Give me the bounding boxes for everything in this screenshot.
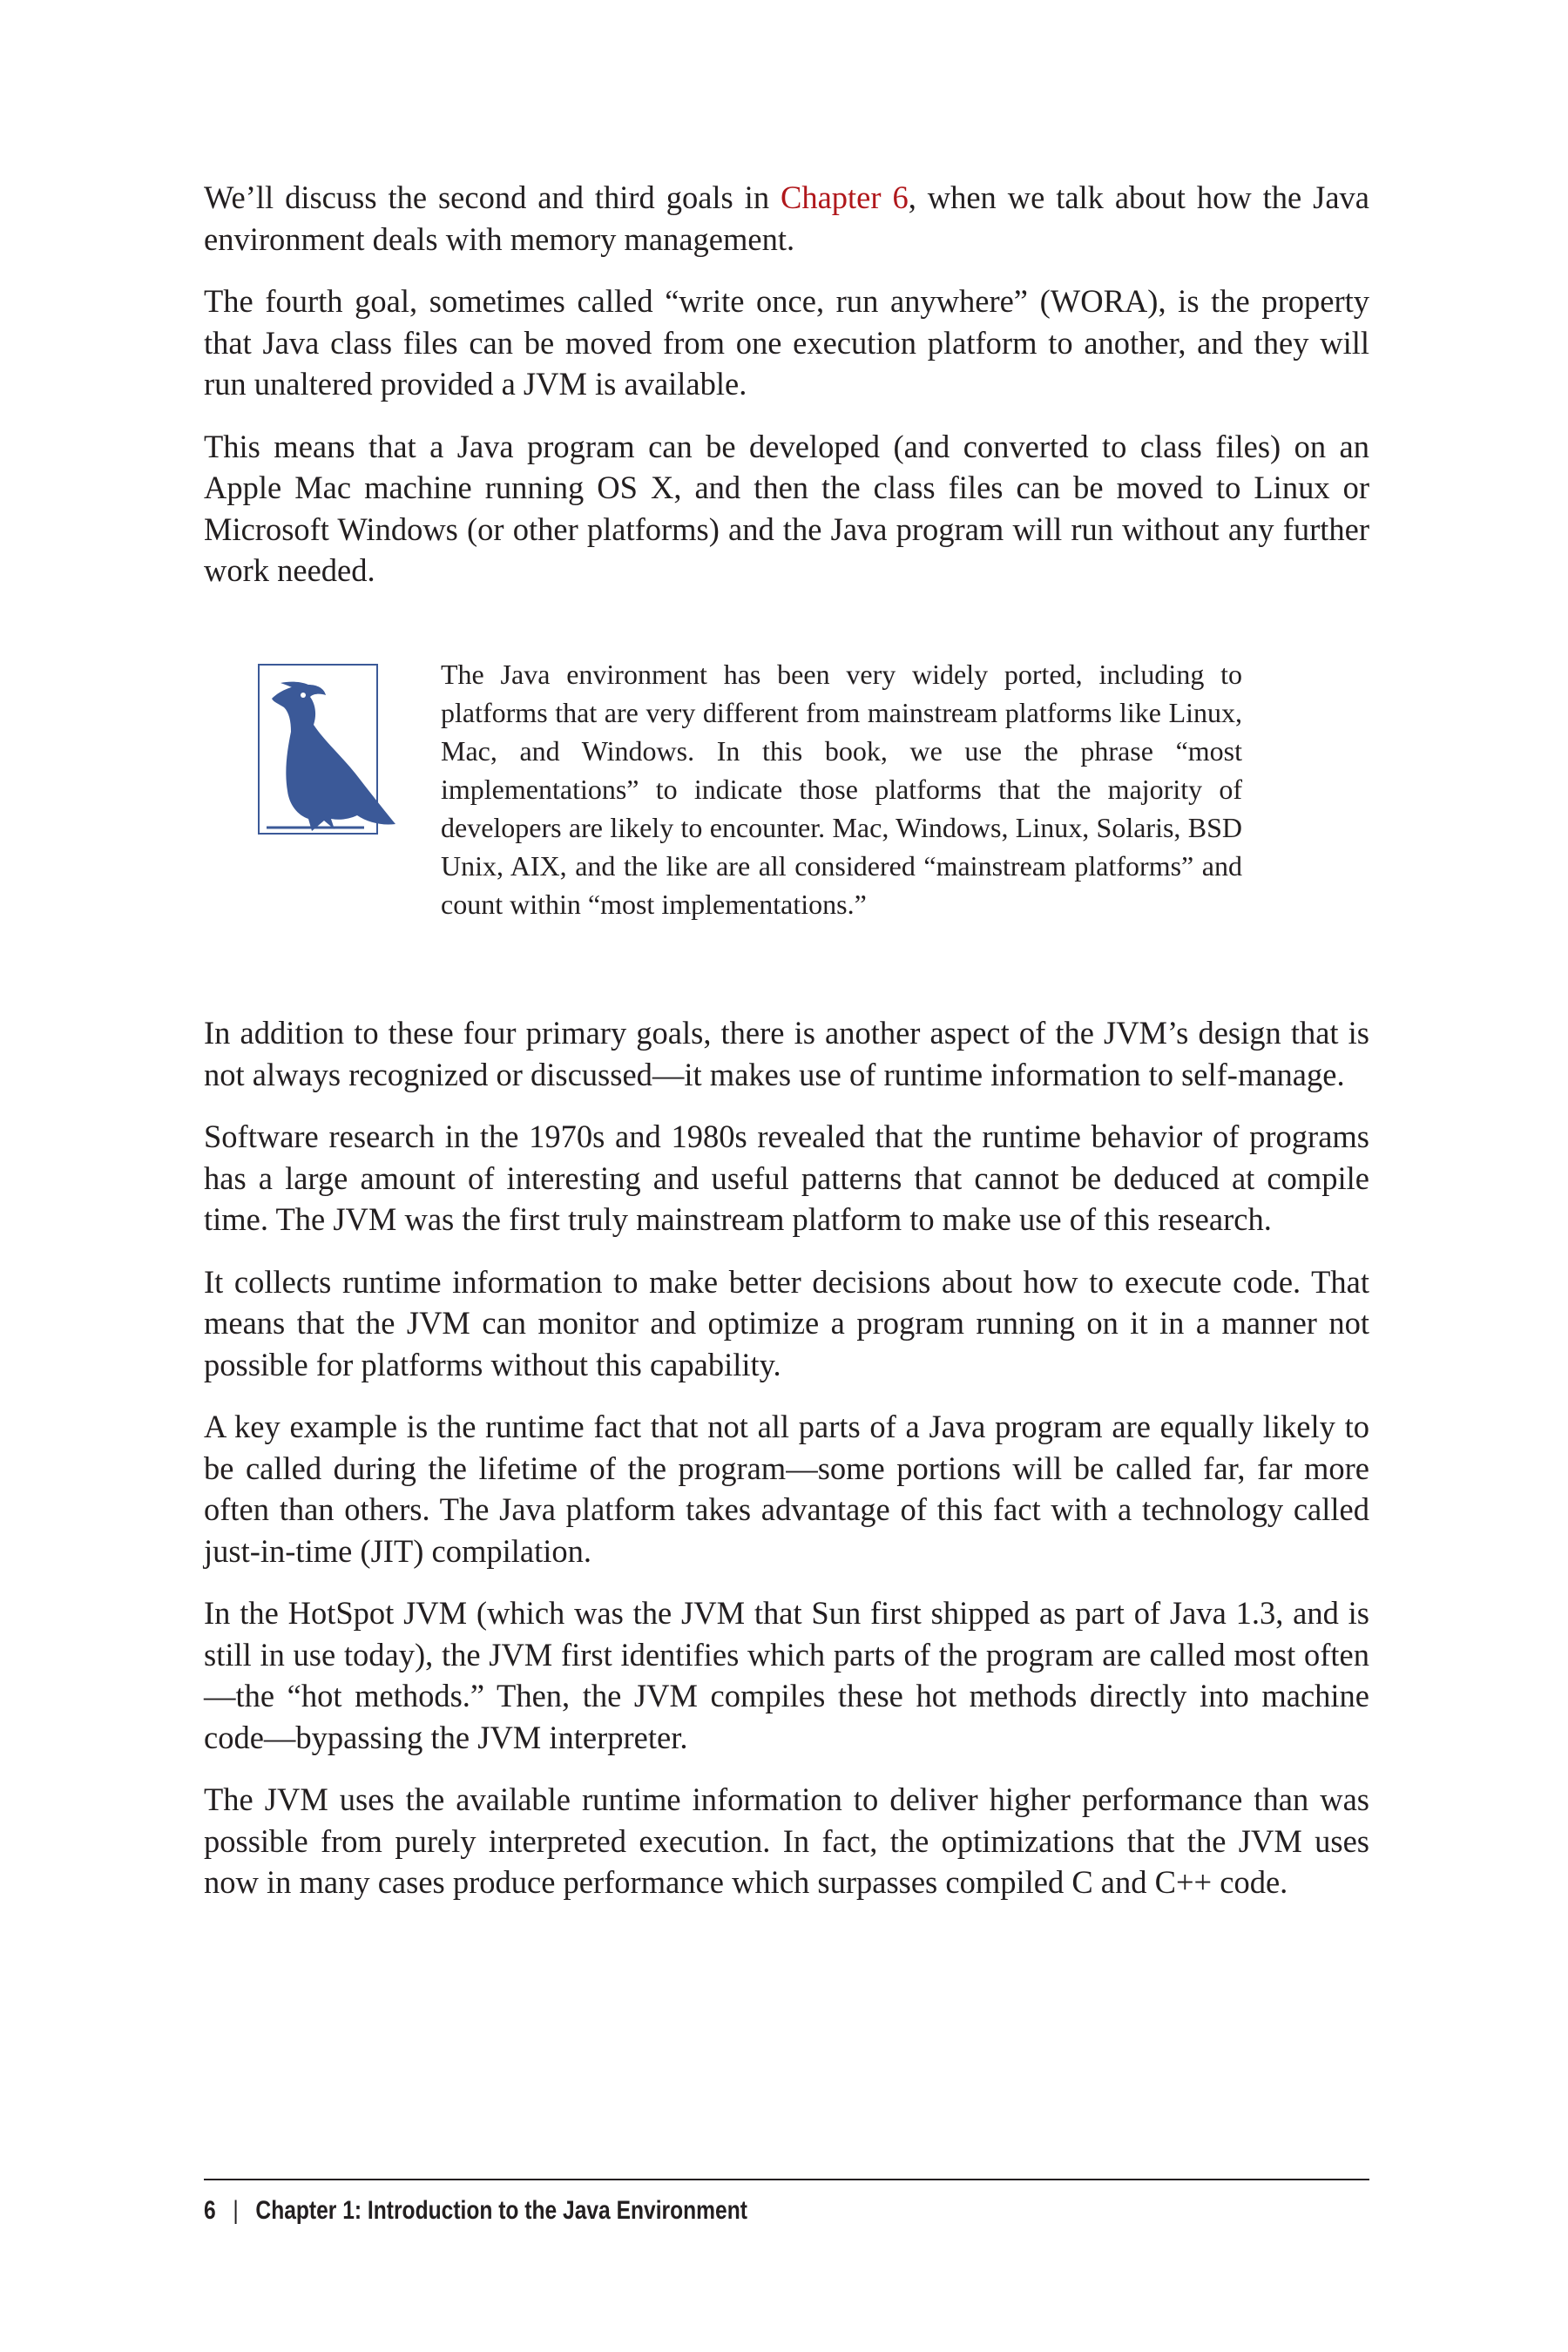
body-text-bottom <box>204 1012 1369 1903</box>
body-text-top <box>204 177 1369 591</box>
paragraph-8: In the HotSpot JVM (which was the JVM that Sun first shipped as part of Java 1.3, and is still in use today), the JVM first identifies which parts of the program are called most often—the “hot methods.” Then, the JVM compiles these hot methods directly into machine code—bypassing the JVM interpreter. <box>204 1595 1369 1755</box>
note-block <box>258 655 1242 960</box>
paragraph-6: It collects runtime information to make better decisions about how to execute code. That means that the JVM can monitor and optimize a program running on it in a manner not possible for platforms without this capability. <box>204 1263 1369 1382</box>
chapter-6-link[interactable]: Chapter 6 <box>780 179 909 215</box>
page-number: 6 <box>204 2196 216 2225</box>
paragraph-5: Software research in the 1970s and 1980s revealed that the runtime behavior of programs has a large amount of interesting and useful patterns that cannot be deduced at compile time. The JVM was the first truly mainstream platform to make use of this research. <box>204 1119 1369 1237</box>
paragraph-1 <box>204 177 1369 260</box>
paragraph-1-text-start: We’ll discuss the second and third goals in <box>204 179 781 215</box>
running-chapter-title: Chapter 1: Introduction to the Java Environment <box>255 2196 747 2225</box>
page-footer <box>204 2193 747 2228</box>
paragraph-1-text-end: , when we talk about how the Java environment deals with memory management. <box>204 179 1370 257</box>
paragraph-9: The JVM uses the available runtime information to deliver higher performance than was possible from purely interpreted execution. In fact, the optimizations that the JVM uses now in many cases produce performance which surpasses compiled C and C++ code. <box>204 1781 1369 1900</box>
paragraph-3: This means that a Java program can be developed (and converted to class files) on an Apple Mac machine running OS X, and then the class files can be moved to Linux or Microsoft Windows (or other platforms) and the Java program will run without any further work needed. <box>204 428 1369 588</box>
bird-icon-graphic <box>260 666 408 840</box>
footer-separator: | <box>233 2196 239 2225</box>
paragraph-4: In addition to these four primary goals, there is another aspect of the JVM’s design that is not always recognized or discussed—it makes use of runtime information to self-manage. <box>204 1015 1369 1092</box>
paragraph-2: The fourth goal, sometimes called “write once, run anywhere” (WORA), is the property that Java class files can be moved from one execution platform to another, and they will run unaltered provided a JVM is available. <box>204 283 1369 402</box>
note-text: The Java environment has been very widely ported, including to platforms that are very different from mainstream platforms like Linux, Mac, and Windows. In this book, we use the phrase “most implementations” to indicate those platforms that the majority of developers are likely to encounter. Mac, Windows, Linux, Solaris, BSD Unix, AIX, and the like are all considered “mainstream platforms” and count within “most implementations.” <box>441 659 1242 920</box>
footer-rule <box>204 2179 1369 2180</box>
paragraph-7: A key example is the runtime fact that not all parts of a Java program are equally likely to be called during the lifetime of the program—some portions will be called far, far more often than others. The Java platform takes advantage of this fact with a technology called just-in-time (JIT) compilation. <box>204 1409 1369 1569</box>
bird-icon <box>258 664 378 835</box>
